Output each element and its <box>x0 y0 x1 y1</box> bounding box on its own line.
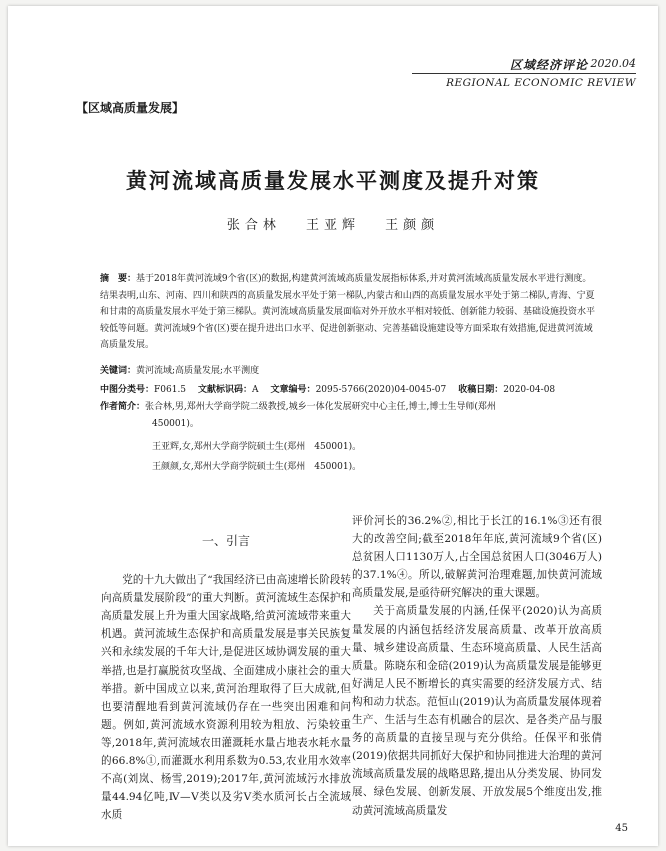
body-paragraph: 关于高质量发展的内涵,任保平(2020)认为高质量发展的内涵包括经济发展高质量、改革开放高质量、城乡建设高质量、生态环境高质量、人民生活高质量。陈晓东和金碚(2019)认为高质量发展是能够更好满足人民不断增长的真实需要的经济发展方式、结构和动力状态。范恒山(2019)认为高质量发展体现着生产、生活与生态有机融合的层次、是各类产品与服务的高质量的直接呈现与充分供给。任保平和张倩(2019)依据共同抓好大保护和协同推进大治理的黄河流域高质量发展的战略思路,提出从分类发展、协同发展、绿色发展、创新发展、开放发展5个维度出发,推动黄河流域高质量发 <box>352 605 602 817</box>
clc-code: F061.5 <box>154 385 187 395</box>
abstract-text: 基于2018年黄河流域9个省(区)的数据,构建黄河流域高质量发展指标体系,并对黄河流域高质量发展水平进行测度。结果表明,山东、河南、四川和陕西的高质量发展水平处于第一梯队,内蒙古和山西的高质量发展水平处于第二梯队,青海、宁夏和甘肃的高质量发展水平处于第三梯队。黄河流域高质量发展面临对外开放水平相对较低、创新能力较弱、基础设施投资水平较低等问题。黄河流域9个省(区)要在提升进出口水平、促进创新驱动、完善基础设施建设等方面采取有效措施,促进黄河流域高质量发展。 <box>100 274 596 350</box>
paper-title: 黄河流域高质量发展水平测度及提升对策 <box>126 169 540 193</box>
classification-line <box>100 382 600 399</box>
author-name: 张合林 <box>226 218 281 233</box>
body-paragraph: 评价河长的36.2%②,相比于长江的16.1%③还有很大的改善空间;截至2018年年底,黄河流域9个省(区)总贫困人口1130万人,占全国总贫困人口(3046万人)的37.1%④。所以,破解黄河治理难题,加快黄河流域高质量发展,是亟待研究解决的重大课题。 <box>352 515 602 600</box>
keywords <box>100 363 600 380</box>
clc-label: 中图分类号： <box>100 385 155 395</box>
journal-name-cn: 区域经济评论 <box>509 58 588 72</box>
abstract <box>100 271 600 354</box>
doc-code: A <box>252 385 259 395</box>
author-name: 王颜颜 <box>385 218 440 233</box>
received-date: 2020-04-08 <box>503 385 556 395</box>
author-list <box>8 214 658 233</box>
section-heading: 一、引言 <box>201 534 250 548</box>
author-bio <box>100 399 600 432</box>
author-bio-2: 王亚辉,女,郑州大学商学院硕士生(郑州 450001)。 <box>152 442 362 452</box>
body-paragraph: 党的十九大做出了“我国经济已由高速增长阶段转向高质量发展阶段”的重大判断。黄河流域生态保护和高质量发展上升为重大国家战略,给黄河流域带来重大机遇。黄河流域生态保护和高质量发展是事关民族复兴和永续发展的千年大计,是促进区域协调发展的重大举措,也是打赢脱贫攻坚战、全面建成小康社会的重大举措。新中国成立以来,黄河治理取得了巨大成就,但也要清醒地看到黄河流域仍存在一些突出困难和问题。例如,黄河流域水资源利用较为粗放、污染较重等,2018年,黄河流域农田灌溉耗水量占地表水耗水量的66.8%①,而灌溉水利用系数为0.53,农业用水效率不高(刘岚、杨雪,2019);2017年,黄河流域污水排放量44.94亿吨,Ⅳ—Ⅴ类以及劣Ⅴ类水质河长占全流域水质 <box>101 574 351 822</box>
paper-page <box>8 6 658 846</box>
issue-date: 2020.04 <box>590 57 636 70</box>
body-column-left <box>101 512 351 824</box>
abstract-label: 摘 要： <box>100 274 137 284</box>
author-bio-3: 王颜颜,女,郑州大学商学院硕士生(郑州 450001)。 <box>152 462 362 472</box>
journal-name-en: REGIONAL ECONOMIC REVIEW <box>446 77 636 89</box>
author-bio-label: 作者简介： <box>100 402 146 412</box>
author-name: 王亚辉 <box>305 218 360 233</box>
keywords-label: 关键词： <box>100 366 137 376</box>
header-rule <box>412 73 636 74</box>
body-column-right <box>352 512 602 820</box>
section-tag: 【区域高质量发展】 <box>76 101 185 115</box>
page-number: 45 <box>615 823 628 834</box>
author-bio-1-cont: 450001)。 <box>152 418 199 429</box>
keywords-text: 黄河流域;高质量发展;水平测度 <box>136 366 260 376</box>
author-bio-1: 张合林,男,郑州大学商学院二级教授,城乡一体化发展研究中心主任,博士,博士生导师(郑州 <box>145 402 496 412</box>
received-date-label: 收稿日期： <box>458 385 504 395</box>
doc-code-label: 文献标识码： <box>198 385 253 395</box>
article-number-label: 文章编号： <box>270 385 316 395</box>
article-number: 2095-5766(2020)04-0045-07 <box>315 385 447 395</box>
